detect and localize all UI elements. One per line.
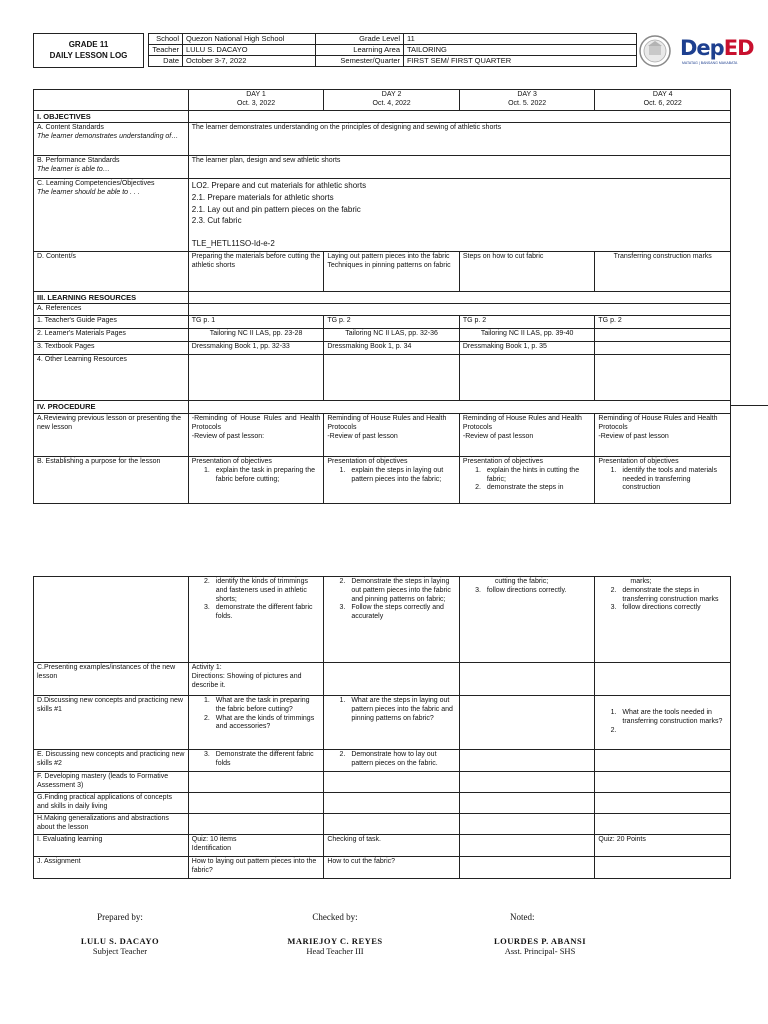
- procedure-a-row: [34, 414, 731, 457]
- log-title: [33, 33, 144, 68]
- noted-by-label: Noted:: [510, 912, 535, 922]
- date-value: October 3-7, 2022: [183, 56, 316, 67]
- other-resources-row: [34, 355, 731, 401]
- tg-day3: TG p. 2: [459, 316, 595, 329]
- procedure-a-day1: -Reminding of House Rules and Health Protocols -Review of past lesson:: [188, 414, 324, 457]
- lm-row: [34, 329, 731, 342]
- title-log: DAILY LESSON LOG: [49, 50, 128, 60]
- lm-day2: Tailoring NC II LAS, pp. 32-36: [324, 329, 460, 342]
- procedure-b-day3: Presentation of objectives 1. explain the hints in cutting the fabric; 2. demonstrate the steps in: [459, 457, 595, 504]
- learning-area-label: Learning Area: [316, 45, 404, 56]
- prepared-by-block: [70, 912, 170, 956]
- procedure-e-day2: 2. Demonstrate how to lay out pattern pieces on the fabric.: [324, 750, 460, 772]
- tb-label: 3. Textbook Pages: [34, 342, 189, 355]
- checked-by-block: [275, 912, 395, 956]
- procedure-i-row: [34, 835, 731, 857]
- divider-line: [731, 405, 768, 406]
- procedure-c-label: C.Presenting examples/instances of the new lesson: [34, 663, 189, 696]
- objectives-heading-row: [34, 111, 731, 123]
- procedure-e-label: E. Discussing new concepts and practicing new skills #2: [34, 750, 189, 772]
- tb-day3: Dressmaking Book 1, p. 35: [459, 342, 595, 355]
- competencies-value: LO2. Prepare and cut materials for athletic shorts 2.1. Prepare materials for athletic shorts 2.1. Lay out and pin pattern pieces on the fabric 2.3. Cut fabric TLE_HETL11SO-Id-e-2: [188, 179, 730, 252]
- objectives-heading: I. OBJECTIVES: [34, 111, 189, 123]
- grade-level-label: Grade Level: [316, 34, 404, 45]
- content-day3: Steps on how to cut fabric: [459, 251, 595, 291]
- header-row: [149, 34, 637, 45]
- procedure-a-day2: Reminding of House Rules and Health Protocols -Review of past lesson: [324, 414, 460, 457]
- procedure-b-day2-cont: 2. Demonstrate the steps in laying out pattern pieces into the fabric and pinning patterns on fabric; 3. Follow the steps correctly and accurately: [324, 577, 460, 663]
- procedure-c-row: [34, 663, 731, 696]
- procedure-d-day4: 1. What are the tools needed in transferring construction marks? 2.: [595, 696, 731, 750]
- content-standards-row: [34, 123, 731, 156]
- tg-day1: TG p. 1: [188, 316, 324, 329]
- content-label: D. Content/s: [34, 251, 189, 291]
- resources-heading: III. LEARNING RESOURCES: [34, 291, 189, 303]
- lm-day1: Tailoring NC II LAS, pp. 23-28: [188, 329, 324, 342]
- procedure-b-day4-cont: marks; 2. demonstrate the steps in transferring construction marks 3. follow directions correctly: [595, 577, 731, 663]
- procedure-b-row: [34, 457, 731, 504]
- prepared-by-name: LULU S. DACAYO: [80, 936, 160, 946]
- teacher-label: Teacher: [149, 45, 183, 56]
- logos: [638, 34, 758, 68]
- checked-by-name: MARIEJOY C. REYES: [287, 936, 383, 946]
- procedure-h-row: [34, 814, 731, 835]
- tb-day1: Dressmaking Book 1, pp. 32-33: [188, 342, 324, 355]
- procedure-j-day2: How to cut the fabric?: [324, 857, 460, 879]
- procedure-g-label: G.Finding practical applications of concepts and skills in daily living: [34, 793, 189, 814]
- header-info-table: [148, 33, 637, 67]
- day-header-row: [34, 90, 731, 111]
- procedure-d-label: D.Discussing new concepts and practicing new skills #1: [34, 696, 189, 750]
- checked-by-label: Checked by:: [312, 912, 358, 922]
- noted-by-name: LOURDES P. ABANSI: [493, 936, 587, 946]
- procedure-d-row: [34, 696, 731, 750]
- procedure-b-day1: Presentation of objectives 1. explain the task in preparing the fabric before cutting;: [188, 457, 324, 504]
- tg-row: [34, 316, 731, 329]
- lesson-log-table-page2: [33, 576, 731, 879]
- tg-day4: TG p. 2: [595, 316, 731, 329]
- tg-label: 1. Teacher's Guide Pages: [34, 316, 189, 329]
- resources-heading-row: [34, 291, 731, 303]
- procedure-a-day4: Reminding of House Rules and Health Protocols -Review of past lesson: [595, 414, 731, 457]
- content-standards-value: The learner demonstrates understanding on the principles of designing and sewing of athletic shorts: [188, 123, 730, 156]
- procedure-i-day1: Quiz: 10 items Identification: [188, 835, 324, 857]
- tb-day2: Dressmaking Book 1, p. 34: [324, 342, 460, 355]
- performance-standards-value: The learner plan, design and sew athletic shorts: [188, 156, 730, 179]
- procedure-e-day1: 3. Demonstrate the different fabric folds: [188, 750, 324, 772]
- prepared-by-label: Prepared by:: [97, 912, 143, 922]
- content-day4: Transferring construction marks: [595, 251, 731, 291]
- procedure-h-label: H.Making generalizations and abstractions about the lesson: [34, 814, 189, 835]
- procedure-d-day2: 1. What are the steps in laying out pattern pieces into the fabric and pinning patterns on fabric?: [324, 696, 460, 750]
- procedure-i-label: I. Evaluating learning: [34, 835, 189, 857]
- procedure-j-day1: How to laying out pattern pieces into the fabric?: [188, 857, 324, 879]
- tg-day2: TG p. 2: [324, 316, 460, 329]
- procedure-b-day3-cont: cutting the fabric; 3. follow directions correctly.: [459, 577, 595, 663]
- procedure-j-row: [34, 857, 731, 879]
- procedure-b-cont-row: [34, 577, 731, 663]
- procedure-b-label: B. Establishing a purpose for the lesson: [34, 457, 189, 504]
- header-row: [149, 45, 637, 56]
- procedure-heading-row: [34, 401, 731, 414]
- checked-by-role: Head Teacher III: [306, 946, 364, 956]
- references-label: A. References: [34, 304, 189, 316]
- procedure-c-day1: Activity 1: Directions: Showing of pictures and describe it.: [188, 663, 324, 696]
- tb-day4: [595, 342, 731, 355]
- day1-header: DAY 1 Oct. 3, 2022: [188, 90, 324, 111]
- references-row: [34, 304, 731, 316]
- procedure-f-row: [34, 772, 731, 793]
- tb-row: [34, 342, 731, 355]
- performance-standards-label: B. Performance Standards The learner is able to…: [34, 156, 189, 179]
- lm-day3: Tailoring NC II LAS, pp. 39-40: [459, 329, 595, 342]
- day4-header: DAY 4 Oct. 6, 2022: [595, 90, 731, 111]
- performance-standards-row: [34, 156, 731, 179]
- procedure-i-day4: Quiz: 20 Points: [595, 835, 731, 857]
- grade-level-value: 11: [404, 34, 637, 45]
- procedure-e-row: [34, 750, 731, 772]
- procedure-a-day3: Reminding of House Rules and Health Protocols -Review of past lesson: [459, 414, 595, 457]
- date-label: Date: [149, 56, 183, 67]
- procedure-a-label: A.Reviewing previous lesson or presenting the new lesson: [34, 414, 189, 457]
- deped-tagline: MATATAG | BANSANG MAKABATA: [682, 61, 738, 65]
- procedure-g-row: [34, 793, 731, 814]
- header-row: [149, 56, 637, 67]
- blank-cell: [34, 90, 189, 111]
- lm-day4: [595, 329, 731, 342]
- deped-wordmark: DepED: [680, 36, 754, 60]
- procedure-i-day2: Checking of task.: [324, 835, 460, 857]
- title-grade: GRADE 11: [68, 40, 109, 50]
- day3-header: DAY 3 Oct. 5. 2022: [459, 90, 595, 111]
- procedure-b-day2: Presentation of objectives 1. explain the steps in laying out pattern pieces into the fabric;: [324, 457, 460, 504]
- content-day1: Preparing the materials before cutting the athletic shorts: [188, 251, 324, 291]
- procedure-heading: IV. PROCEDURE: [34, 401, 189, 414]
- procedure-j-label: J. Assignment: [34, 857, 189, 879]
- content-standards-label: A. Content Standards The learner demonstrates understanding of…: [34, 123, 189, 156]
- prepared-by-role: Subject Teacher: [92, 946, 148, 956]
- lm-label: 2. Learner's Materials Pages: [34, 329, 189, 342]
- procedure-b-day4: Presentation of objectives 1. identify the tools and materials needed in transferring construction: [595, 457, 731, 504]
- teacher-value: LULU S. DACAYO: [183, 45, 316, 56]
- lesson-log-table-page1: [33, 89, 731, 504]
- day2-header: DAY 2 Oct. 4, 2022: [324, 90, 460, 111]
- competencies-label: C. Learning Competencies/Objectives The learner should be able to . . .: [34, 179, 189, 252]
- competencies-row: [34, 179, 731, 252]
- semester-label: Semester/Quarter: [316, 56, 404, 67]
- school-label: School: [149, 34, 183, 45]
- procedure-f-label: F. Developing mastery (leads to Formative Assessment 3): [34, 772, 189, 793]
- school-value: Quezon National High School: [183, 34, 316, 45]
- other-resources-label: 4. Other Learning Resources: [34, 355, 189, 401]
- content-day2: Laying out pattern pieces into the fabric Techniques in pinning patterns on fabric: [324, 251, 460, 291]
- noted-by-block: [480, 912, 600, 956]
- semester-value: FIRST SEM/ FIRST QUARTER: [404, 56, 637, 67]
- noted-by-role: Asst. Principal- SHS: [504, 946, 576, 956]
- procedure-b-day1-cont: 2. identify the kinds of trimmings and fasteners used in athletic shorts; 3. demonstrate the different fabric folds.: [188, 577, 324, 663]
- procedure-d-day1: 1. What are the task in preparing the fabric before cutting? 2. What are the kinds of trimmings and accessories?: [188, 696, 324, 750]
- learning-area-value: TAILORING: [404, 45, 637, 56]
- content-row: [34, 251, 731, 291]
